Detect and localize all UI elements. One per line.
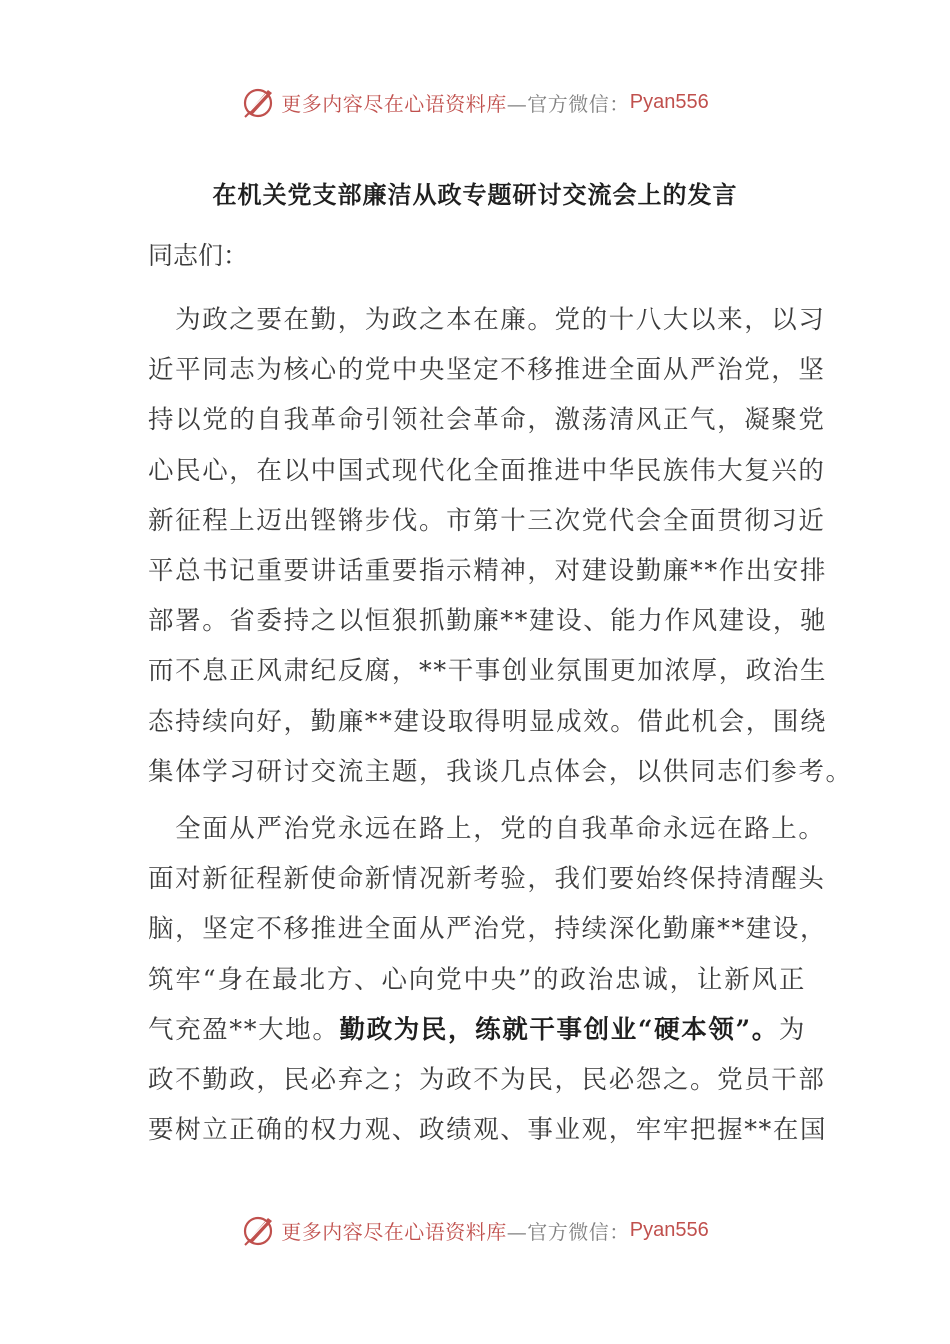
watermark-text-label: —官方微信： — [506, 1219, 630, 1244]
watermark-text-main: 更多内容尽在心语资料库 — [281, 1219, 507, 1244]
paragraph-line: 筑牢“身在最北方、心向党中央”的政治忠诚，让新风正 — [148, 964, 806, 995]
paragraph-line: 政不勤政，民必弃之；为政不为民，民必怨之。党员干部 — [148, 1065, 826, 1096]
paragraph-line: 脑，坚定不移推进全面从严治党，持续深化勤廉**建设， — [148, 914, 828, 945]
paragraph-line: 部署。省委持之以恒狠抓勤廉**建设、能力作风建设，驰 — [148, 606, 828, 637]
paragraph-line: 为政之要在勤，为政之本在廉。党的十八大以来，以习 — [148, 305, 826, 335]
paragraph-line: 而不息正风肃纪反腐，**干事创业氛围更加浓厚，政治生 — [148, 656, 828, 687]
paragraph-line: 态持续向好，勤廉**建设取得明显成效。借此机会，围绕 — [148, 706, 828, 737]
paragraph-line: 新征程上迈出铿锵步伐。市第十三次党代会全面贯彻习近 — [148, 505, 826, 536]
watermark-text-label: —官方微信： — [506, 91, 630, 116]
document-title: 在机关党支部廉洁从政专题研讨交流会上的发言 — [212, 180, 738, 209]
bold-subheading: 勤政为民，练就干事创业“硬本领”。 — [339, 1014, 779, 1045]
salutation: 同志们： — [148, 241, 249, 270]
watermark-banner-top — [0, 80, 950, 124]
paragraph-line: 集体学习研讨交流主题，我谈几点体会，以供同志们参考。 — [148, 756, 853, 787]
paragraph-line: 要树立正确的权力观、政绩观、事业观，牢牢把握**在国 — [148, 1115, 828, 1146]
quill-logo-icon — [241, 84, 277, 120]
paragraph-line: 近平同志为核心的党中央坚定不移推进全面从严治党，坚 — [148, 355, 826, 386]
watermark-wechat-id: Pyan556 — [629, 1218, 709, 1241]
paragraph-line: 心民心，在以中国式现代化全面推进中华民族伟大复兴的 — [148, 455, 826, 486]
watermark-wechat-id: Pyan556 — [629, 90, 709, 113]
line-prefix: 气充盈**大地。 — [148, 1014, 340, 1045]
paragraph-line: 持以党的自我革命引领社会革命，激荡清风正气，凝聚党 — [148, 405, 826, 436]
paragraph-line: 全面从严治党永远在路上，党的自我革命永远在路上。 — [148, 814, 826, 844]
watermark-text-main: 更多内容尽在心语资料库 — [281, 91, 507, 116]
watermark-banner-bottom — [0, 1208, 950, 1252]
line-suffix: 为 — [778, 1014, 806, 1045]
paragraph-line-with-heading — [148, 1005, 806, 1055]
paragraph-line: 平总书记重要讲话重要指示精神，对建设勤廉**作出安排 — [148, 556, 828, 587]
paragraph-2 — [148, 804, 828, 1155]
quill-logo-icon — [241, 1212, 277, 1248]
paragraph-line: 面对新征程新使命新情况新考验，我们要始终保持清醒头 — [148, 864, 826, 895]
paragraph-1 — [148, 295, 853, 797]
